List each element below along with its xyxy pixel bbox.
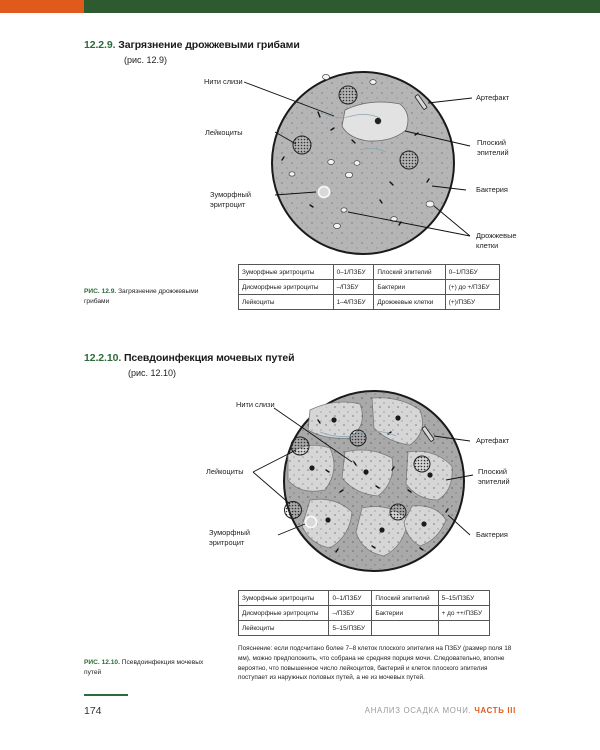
table-cell: 0–1/ПЗБУ [333,265,374,280]
label-leukocytes: Лейкоциты [206,467,244,476]
table-row [239,591,490,606]
figure-caption-12-10 [84,658,214,678]
table-cell: 5–15/ПЗБУ [329,621,372,636]
table-cell: 1–4/ПЗБУ [333,295,374,310]
table-cell: Бактерии [374,280,445,295]
table-cell [438,621,489,636]
label-artifact: Артефакт [476,436,510,445]
table-cell: Бактерии [372,606,438,621]
label-ghost-erythrocyte: Зуморфный эритроцит [209,528,250,547]
section-number: 12.2.10. [84,352,122,364]
section-title: Загрязнение дрожжевыми грибами [118,39,300,51]
running-title-text: АНАЛИЗ ОСАДКА МОЧИ. [364,706,472,715]
label-bacteria: Бактерия [476,185,508,194]
table-cell: Зуморфные эритроциты [239,265,334,280]
ghost-erythrocyte [306,517,317,528]
label-bacteria: Бактерия [476,530,508,539]
caption-text: Загрязнение дрожжевыми грибами [84,288,199,305]
figure-reference: (рис. 12.9) [124,55,168,65]
findings-table-12-10 [238,590,490,636]
table-cell: (+)/ПЗБУ [445,295,499,310]
table-cell: –/ПЗБУ [333,280,374,295]
table-cell [372,621,438,636]
table-cell: Дисморфные эритроциты [239,280,334,295]
table-cell: 0–1/ПЗБУ [445,265,499,280]
running-title [365,706,516,715]
explanation-note: Пояснение: если подсчитано более 7–8 клеток плоского эпителия на ПЗБУ (размер поля 18 мм), можно предположить, что собрана не средняя порция мочи. Следовательно, вполне вероятно, что повышенное число лейкоцитов, бактерий и клеток плоского эпителия поступает из наружных половых путей, а не из мочевых путей. [238,645,512,682]
table-cell: Лейкоциты [239,621,329,636]
table-cell: Лейкоциты [239,295,334,310]
table-cell: 0–1/ПЗБУ [329,591,372,606]
label-yeast-cells: Дрожжевые клетки [476,231,517,250]
label-mucus-threads: Нити слизи [204,77,243,86]
caption-text: Псевдоинфекция мочевых путей [84,659,204,676]
table-row [239,621,490,636]
table-cell: Дисморфные эритроциты [239,606,329,621]
running-title-part: ЧАСТЬ III [474,706,516,715]
section-title: Псевдоинфекция мочевых путей [123,352,295,364]
table-row [239,606,490,621]
caption-label: РИС. 12.10. [84,659,120,666]
table-cell: (+) до +/ПЗБУ [445,280,499,295]
label-squamous-epithelium: Плоский эпителий [478,467,510,486]
label-artifact: Артефакт [476,93,510,102]
page-number: 174 [84,705,102,717]
caption-label: РИС. 12.9. [84,288,117,295]
table-cell: + до ++/ПЗБУ [438,606,489,621]
table-cell: –/ПЗБУ [329,606,372,621]
table-cell: Зуморфные эритроциты [239,591,329,606]
table-cell: 5–15/ПЗБУ [438,591,489,606]
table-cell: Плоский эпителий [374,265,445,280]
label-ghost-erythrocyte: Зуморфный эритроцит [210,190,251,209]
label-leukocytes: Лейкоциты [205,128,243,137]
table-cell: Дрожжевые клетки [374,295,445,310]
footer-rule [84,694,128,696]
figure-reference: (рис. 12.10) [128,368,177,378]
section-number: 12.2.9. [84,39,116,51]
table-cell: Плоский эпителий [372,591,438,606]
label-squamous-epithelium: Плоский эпителий [477,138,509,157]
label-mucus-threads: Нити слизи [236,400,275,409]
